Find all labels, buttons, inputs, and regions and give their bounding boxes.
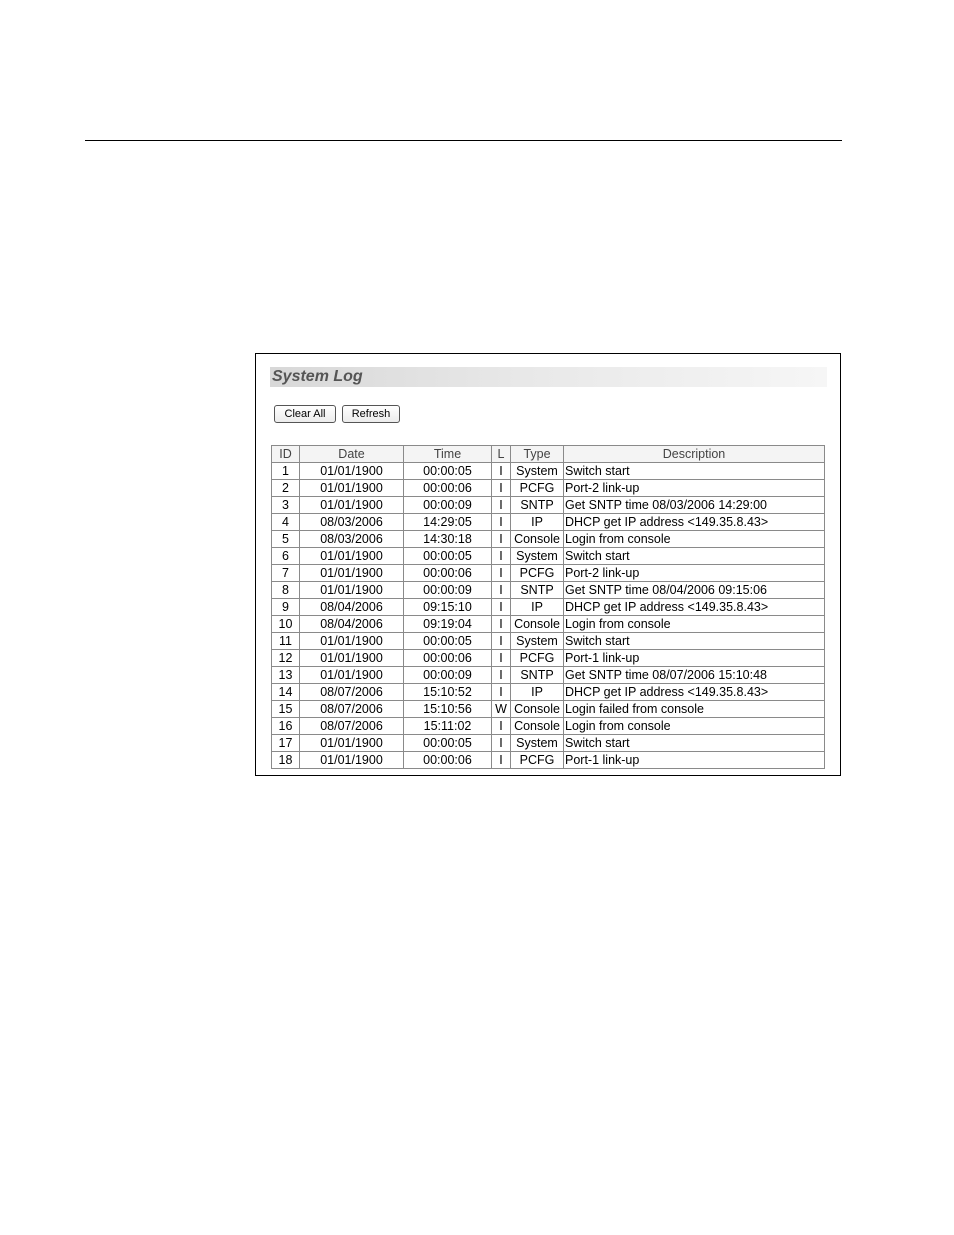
cell-date: 01/01/1900 [300,548,404,565]
cell-time: 15:10:52 [404,684,492,701]
table-row [272,735,825,752]
cell-time: 00:00:06 [404,480,492,497]
cell-id: 4 [272,514,300,531]
cell-time: 00:00:05 [404,735,492,752]
table-row [272,633,825,650]
cell-level: I [492,531,511,548]
cell-time: 00:00:05 [404,463,492,480]
system-log-panel [255,353,841,776]
column-header-time: Time [404,446,492,463]
cell-level: I [492,582,511,599]
cell-id: 9 [272,599,300,616]
cell-time: 00:00:09 [404,667,492,684]
cell-type: SNTP [511,582,564,599]
table-row [272,684,825,701]
column-header-description: Description [564,446,825,463]
cell-description: Get SNTP time 08/03/2006 14:29:00 [564,497,825,514]
cell-time: 00:00:06 [404,752,492,769]
cell-type: System [511,633,564,650]
cell-level: I [492,650,511,667]
table-row [272,531,825,548]
cell-time: 00:00:05 [404,633,492,650]
cell-id: 17 [272,735,300,752]
cell-id: 13 [272,667,300,684]
table-row [272,497,825,514]
column-header-id: ID [272,446,300,463]
cell-id: 8 [272,582,300,599]
panel-title-bar [270,367,827,387]
cell-level: I [492,735,511,752]
cell-time: 00:00:06 [404,650,492,667]
cell-type: System [511,548,564,565]
cell-type: SNTP [511,667,564,684]
cell-date: 08/07/2006 [300,718,404,735]
cell-id: 16 [272,718,300,735]
cell-type: Console [511,531,564,548]
table-row [272,616,825,633]
cell-id: 2 [272,480,300,497]
table-row [272,514,825,531]
cell-description: Login from console [564,531,825,548]
cell-id: 1 [272,463,300,480]
cell-description: Switch start [564,735,825,752]
cell-type: System [511,735,564,752]
cell-type: IP [511,684,564,701]
cell-type: Console [511,701,564,718]
cell-type: Console [511,616,564,633]
cell-level: I [492,565,511,582]
cell-type: PCFG [511,650,564,667]
cell-date: 01/01/1900 [300,463,404,480]
table-header-row [272,446,825,463]
column-header-type: Type [511,446,564,463]
cell-date: 08/07/2006 [300,684,404,701]
cell-level: I [492,752,511,769]
table-row [272,548,825,565]
refresh-button[interactable]: Refresh [342,405,400,423]
cell-description: Switch start [564,463,825,480]
cell-time: 00:00:05 [404,548,492,565]
table-row [272,718,825,735]
cell-description: Login from console [564,718,825,735]
cell-description: Port-2 link-up [564,480,825,497]
cell-date: 08/07/2006 [300,701,404,718]
cell-type: System [511,463,564,480]
cell-id: 10 [272,616,300,633]
cell-level: I [492,514,511,531]
cell-description: Get SNTP time 08/04/2006 09:15:06 [564,582,825,599]
cell-type: PCFG [511,480,564,497]
table-row [272,701,825,718]
table-row [272,752,825,769]
table-row [272,650,825,667]
cell-time: 00:00:09 [404,497,492,514]
cell-id: 11 [272,633,300,650]
cell-type: PCFG [511,752,564,769]
cell-type: SNTP [511,497,564,514]
cell-time: 15:11:02 [404,718,492,735]
cell-level: I [492,718,511,735]
panel-title: System Log [272,368,363,385]
cell-date: 01/01/1900 [300,650,404,667]
cell-description: Port-1 link-up [564,752,825,769]
cell-description: Login failed from console [564,701,825,718]
column-header-date: Date [300,446,404,463]
cell-description: Port-2 link-up [564,565,825,582]
cell-description: DHCP get IP address <149.35.8.43> [564,599,825,616]
cell-type: IP [511,599,564,616]
table-row [272,565,825,582]
table-row [272,599,825,616]
cell-id: 7 [272,565,300,582]
cell-level: I [492,633,511,650]
cell-description: DHCP get IP address <149.35.8.43> [564,514,825,531]
page-header-rule [85,140,842,141]
column-header-level: L [492,446,511,463]
table-row [272,667,825,684]
table-row [272,463,825,480]
cell-id: 3 [272,497,300,514]
cell-level: I [492,667,511,684]
cell-description: Get SNTP time 08/07/2006 15:10:48 [564,667,825,684]
cell-level: W [492,701,511,718]
cell-id: 15 [272,701,300,718]
cell-date: 01/01/1900 [300,480,404,497]
cell-time: 09:19:04 [404,616,492,633]
cell-description: Login from console [564,616,825,633]
cell-level: I [492,616,511,633]
cell-id: 18 [272,752,300,769]
cell-time: 00:00:06 [404,565,492,582]
table-row [272,582,825,599]
cell-time: 09:15:10 [404,599,492,616]
cell-level: I [492,684,511,701]
cell-level: I [492,480,511,497]
cell-date: 08/04/2006 [300,599,404,616]
cell-type: PCFG [511,565,564,582]
system-log-table [271,445,825,769]
cell-id: 6 [272,548,300,565]
cell-time: 14:29:05 [404,514,492,531]
cell-date: 01/01/1900 [300,633,404,650]
cell-time: 14:30:18 [404,531,492,548]
cell-level: I [492,599,511,616]
cell-time: 00:00:09 [404,582,492,599]
cell-id: 14 [272,684,300,701]
cell-date: 01/01/1900 [300,752,404,769]
cell-description: Switch start [564,548,825,565]
cell-description: DHCP get IP address <149.35.8.43> [564,684,825,701]
cell-date: 01/01/1900 [300,735,404,752]
cell-level: I [492,548,511,565]
cell-date: 01/01/1900 [300,497,404,514]
cell-id: 5 [272,531,300,548]
cell-type: IP [511,514,564,531]
cell-date: 01/01/1900 [300,565,404,582]
cell-type: Console [511,718,564,735]
cell-id: 12 [272,650,300,667]
clear-all-button[interactable]: Clear All [274,405,336,423]
cell-level: I [492,463,511,480]
cell-date: 01/01/1900 [300,582,404,599]
cell-date: 01/01/1900 [300,667,404,684]
cell-date: 08/04/2006 [300,616,404,633]
cell-date: 08/03/2006 [300,531,404,548]
cell-date: 08/03/2006 [300,514,404,531]
cell-time: 15:10:56 [404,701,492,718]
cell-level: I [492,497,511,514]
cell-description: Port-1 link-up [564,650,825,667]
table-row [272,480,825,497]
cell-description: Switch start [564,633,825,650]
